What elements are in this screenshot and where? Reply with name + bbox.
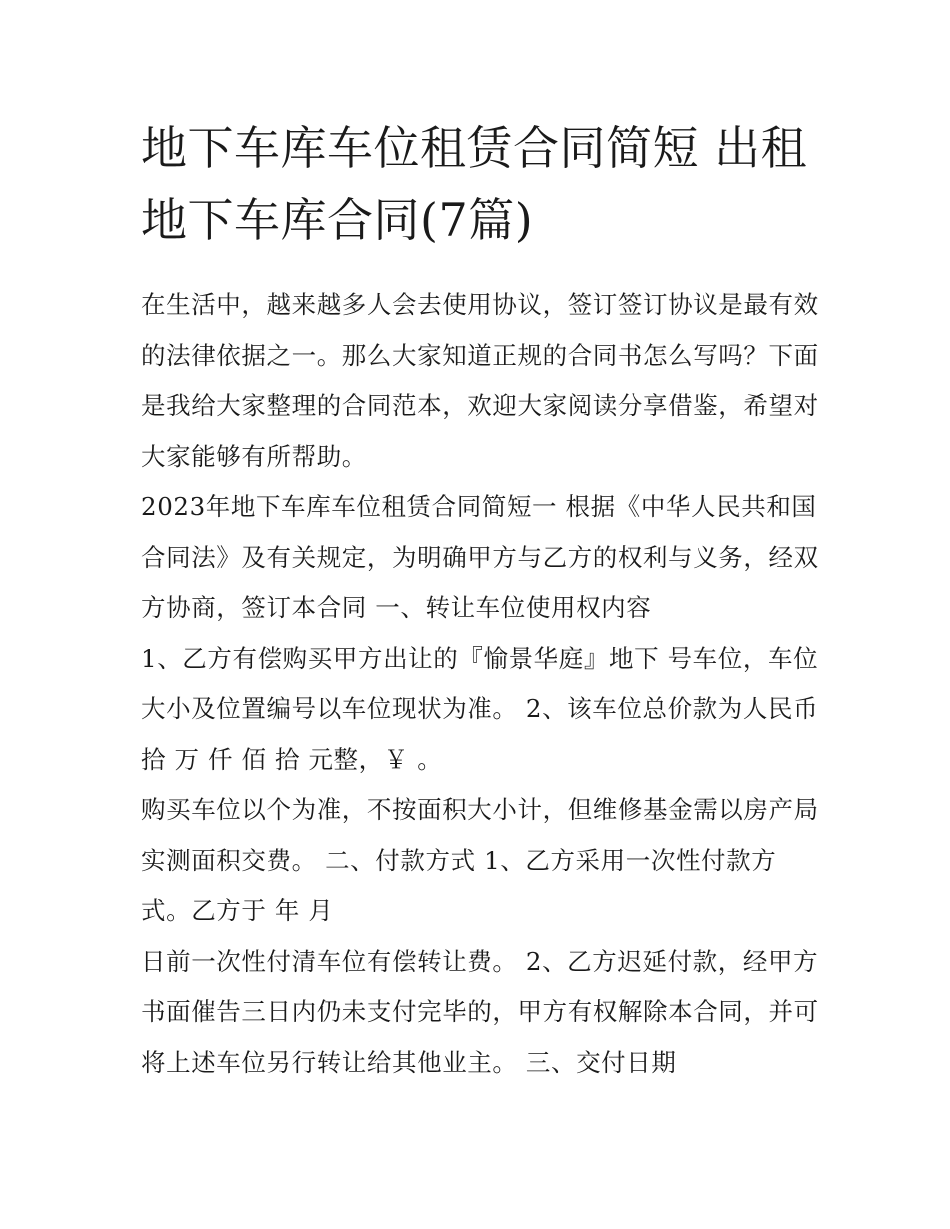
paragraph: 1、乙方有偿购买甲方出让的『愉景华庭』地下 号车位，车位大小及位置编号以车位现状为准。 2、该车位总价款为人民币 拾 万 仟 佰 拾 元整，￥ 。 [141, 643, 819, 774]
paragraph: 2023年地下车库车位租赁合同简短一 根据《中华人民共和国合同法》及有关规定，为明确甲方与乙方的权利与义务，经双方协商，签订本合同 一、转让车位使用权内容 [141, 492, 819, 622]
paragraph: 购买车位以个为准，不按面积大小计，但维修基金需以房产局实测面积交费。 二、付款方式 1、乙方采用一次性付款方式。乙方于 年 月 [141, 795, 819, 925]
document-title: 地下车库车位租赁合同简短 出租地下车库合同(7篇) [141, 121, 808, 247]
document-page [141, 112, 821, 1088]
paragraph: 在生活中，越来越多人会去使用协议，签订签订协议是最有效的法律依据之一。那么大家知道正规的合同书怎么写吗？下面是我给大家整理的合同范本，欢迎大家阅读分享借鉴，希望对大家能够有所帮助。 [141, 290, 819, 471]
document-body [141, 280, 821, 1088]
paragraph: 日前一次性付清车位有偿转让费。 2、乙方迟延付款，经甲方书面催告三日内仍未支付完毕的，甲方有权解除本合同，并可将上述车位另行转让给其他业主。 三、交付日期 [141, 946, 819, 1077]
